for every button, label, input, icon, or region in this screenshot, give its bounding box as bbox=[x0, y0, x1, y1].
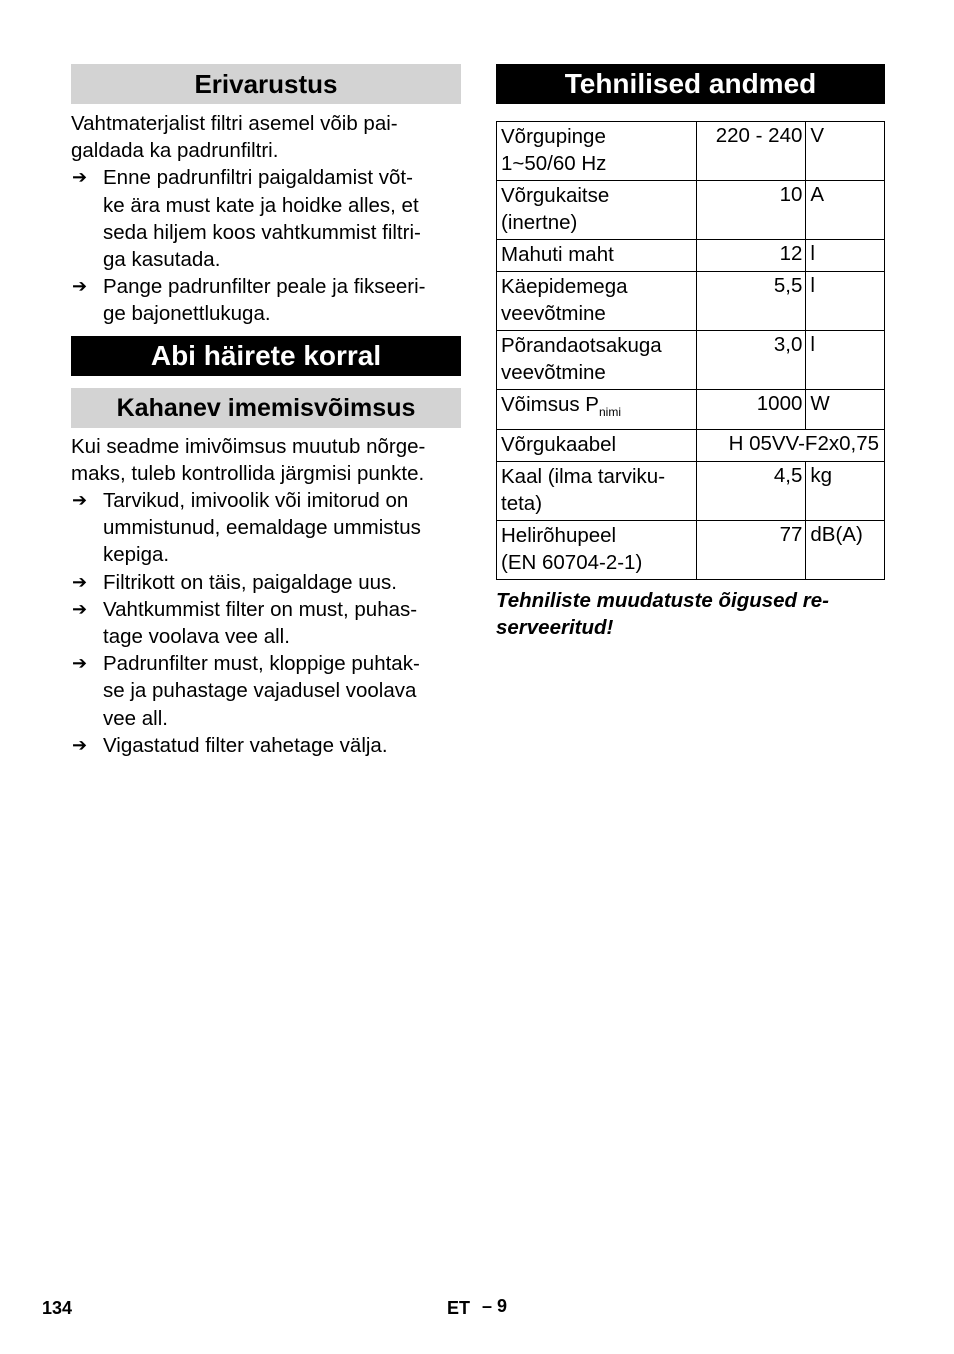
table-row bbox=[497, 390, 885, 430]
row-value: 10 bbox=[696, 181, 806, 240]
accessories-heading: Erivarustus bbox=[71, 64, 461, 104]
list-item: ➔ Filtrikott on täis, paigaldage uus. bbox=[71, 569, 461, 596]
row-value: 3,0 bbox=[696, 331, 806, 390]
left-column bbox=[71, 64, 461, 759]
row-label: Võrgukaitse (inertne) bbox=[497, 181, 697, 240]
row-label: Võrgupinge 1~50/60 Hz bbox=[497, 122, 697, 181]
list-item: ➔ Padrunfilter must, kloppige puhtak- se ja puhastage vajadusel voolava vee all. bbox=[72, 652, 420, 730]
accessories-list bbox=[71, 164, 461, 327]
table-row bbox=[497, 122, 885, 181]
row-label: Helirõhupeel (EN 60704-2-1) bbox=[497, 521, 697, 580]
row-label: Võrgukaabel bbox=[497, 430, 697, 462]
row-unit: l bbox=[806, 272, 885, 331]
technical-data-table bbox=[496, 121, 885, 580]
row-unit: dB(A) bbox=[806, 521, 885, 580]
table-row bbox=[497, 521, 885, 580]
list-item: ➔ Vahtkummist filter on must, puhas- tage voolava vee all. bbox=[72, 597, 418, 649]
troubleshooting-paragraph: Kui seadme imivõimsus muutub nõrge- maks, tuleb kontrollida järgmisi punkte. bbox=[71, 434, 426, 485]
row-label: Mahuti maht bbox=[497, 240, 697, 272]
technical-data-heading: Tehnilised andmed bbox=[496, 64, 885, 104]
row-label: Võimsus $P_{nimi}$ bbox=[497, 390, 697, 430]
table-row bbox=[497, 430, 885, 462]
troubleshooting-heading: Abi häirete korral bbox=[71, 336, 461, 376]
row-label: Käepidemega veevõtmine bbox=[497, 272, 697, 331]
right-arrow-icon: ➔ bbox=[72, 490, 88, 511]
row-value: 4,5 bbox=[696, 462, 806, 521]
row-value: 12 bbox=[696, 240, 806, 272]
row-value: 1000 bbox=[696, 390, 806, 430]
page-number: 134 bbox=[42, 1298, 73, 1318]
table-row bbox=[497, 240, 885, 272]
row-label: Põrandaotsakuga veevõtmine bbox=[497, 331, 697, 390]
right-arrow-icon: ➔ bbox=[72, 167, 88, 188]
table-row bbox=[497, 331, 885, 390]
row-label: Kaal (ilma tarviku- teta) bbox=[497, 462, 697, 521]
troubleshooting-list bbox=[71, 487, 461, 759]
row-unit: W bbox=[806, 390, 885, 430]
table-row bbox=[497, 181, 885, 240]
row-unit: V bbox=[806, 122, 885, 181]
row-unit: kg bbox=[806, 462, 885, 521]
reduced-suction-heading: Kahanev imemisvõimsus bbox=[71, 388, 461, 428]
row-value: 220 - 240 bbox=[696, 122, 806, 181]
right-arrow-icon: ➔ bbox=[72, 734, 88, 755]
right-arrow-icon: ➔ bbox=[72, 598, 88, 619]
list-item: ➔ Enne padrunfiltri paigaldamist võt- ke ära must kate ja hoidke alles, et seda hiljem koos vahtkummist filtri- ga kasutada. bbox=[72, 166, 421, 272]
right-arrow-icon: ➔ bbox=[72, 571, 88, 592]
row-unit: l bbox=[806, 240, 885, 272]
right-column bbox=[496, 64, 885, 641]
row-value: 77 bbox=[696, 521, 806, 580]
row-unit: A bbox=[806, 181, 885, 240]
section-page: – 9 bbox=[482, 1296, 508, 1316]
list-item: ➔ Vigastatud filter vahetage välja. bbox=[71, 732, 461, 759]
technical-changes-note: Tehniliste muudatuste õigused re- serveeritud! bbox=[496, 589, 829, 640]
row-value: H 05VV-F2x0,75 bbox=[696, 430, 884, 462]
right-arrow-icon: ➔ bbox=[72, 653, 88, 674]
language-code: ET bbox=[447, 1298, 471, 1318]
right-arrow-icon: ➔ bbox=[72, 276, 88, 297]
row-value: 5,5 bbox=[696, 272, 806, 331]
accessories-paragraph: Vahtmaterjalist filtri asemel võib pai- galdada ka padrunfiltri. bbox=[71, 112, 398, 163]
table-row bbox=[497, 462, 885, 521]
table-row bbox=[497, 272, 885, 331]
list-item: ➔ Pange padrunfilter peale ja fikseeri- ge bajonettlukuga. bbox=[72, 275, 426, 326]
row-unit: l bbox=[806, 331, 885, 390]
list-item: ➔ Tarvikud, imivoolik või imitorud on ummistunud, eemaldage ummistus kepiga. bbox=[72, 489, 421, 567]
